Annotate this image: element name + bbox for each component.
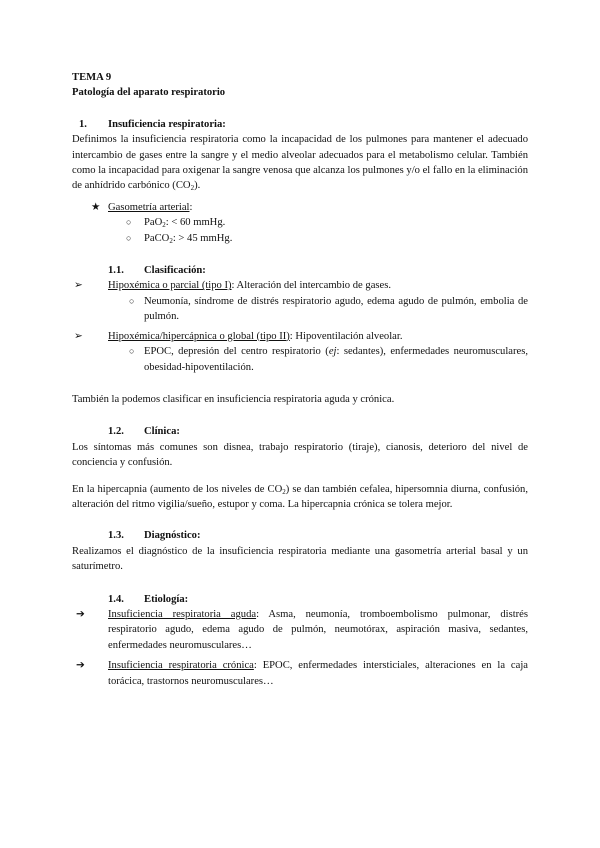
pao2-value: : < 60 mmHg. [165, 217, 226, 229]
list-item-tipo-1-causes [72, 294, 528, 325]
tipo-1-causes-text: Neumonía, síndrome de distrés respiratorio agudo, edema agudo de pulmón, embolia de pulmón. [144, 295, 528, 323]
classification-closing: También la podemos clasificar en insuficiencia respiratoria aguda y crónica. [72, 393, 395, 405]
subscript: 2 [190, 184, 195, 193]
tipo-1-label: Hipoxémica o parcial (tipo I) [108, 280, 232, 292]
arrow-icon: ➔ [76, 608, 85, 620]
section-title: Clasificación: [144, 265, 206, 277]
star-icon: ★ [91, 201, 101, 213]
tipo-1-text: : Alteración del intercambio de gases. [231, 280, 391, 292]
circle-bullet-icon: ○ [129, 346, 135, 357]
subscript: 2 [169, 236, 173, 245]
tipo-2-causes-text: EPOC, depresión del centro respiratorio ( [144, 346, 329, 358]
section-title: Clínica: [144, 426, 180, 438]
section-1-1-heading [72, 263, 528, 278]
diagnostico-paragraph: Realizamos el diagnóstico de la insuficiencia respiratoria mediante una gasometría arterial basal y un saturímetro. [72, 545, 528, 573]
list-item-paco2 [72, 231, 528, 246]
list-item-aguda [72, 607, 528, 653]
paragraph-text: Definimos la insuficiencia respiratoria como la incapacidad de los pulmones para mantener el adecuado intercambio de gases entre la sangre y el medio alveolar adecuados para el metabolismo celular. También como la incapacidad para oxigenar la sangre venosa que alcanza los pulmones y/o el fallo en la eliminación de anhídrido carbónico (CO [72, 134, 528, 192]
tipo-2-causes-text-end: : sedantes), enfermedades neuromusculares, obesidad-hipoventilación. [144, 346, 528, 373]
aguda-text: : Asma, neumonía, tromboembolismo pulmonar, distrés respiratorio agudo, edema agudo de pulmón, neumotórax, aspiración masiva, sedantes, enfermedades neuromusculares… [108, 608, 528, 651]
section-number: 1.3. [108, 530, 124, 542]
list-item-cronica [72, 658, 528, 689]
paragraph-text-end: ). [194, 180, 201, 192]
paragraph-text-end: ) se dan también cefalea, hipersomnia diurna, confusión, alteración del ritmo vigilia/sueño, estupor y coma. La hipercapnia crónica se tolera mejor. [72, 483, 529, 510]
circle-bullet-icon: ○ [126, 232, 132, 243]
paco2-label: PaCO [144, 232, 170, 244]
tipo-2-text: : Hipoventilación alveolar. [289, 330, 403, 342]
pao2-label: PaO [144, 217, 163, 229]
subscript: 2 [162, 221, 166, 230]
section-number: 1.2. [108, 426, 124, 438]
tema-title: TEMA 9 [72, 72, 112, 83]
subscript: 2 [282, 487, 286, 496]
paco2-value: : > 45 mmHg. [172, 232, 233, 244]
ej-abbrev: ej [328, 346, 337, 358]
list-item-gasometria [72, 200, 528, 215]
section-title: Insuficiencia respiratoria: [108, 118, 226, 130]
tipo-2-label: Hipoxémica/hipercápnica o global (tipo II) [108, 330, 290, 342]
gasometria-label: Gasometría arterial [108, 201, 190, 213]
list-item-tipo-2 [72, 329, 528, 344]
list-item-tipo-1 [72, 278, 528, 293]
section-1-3-heading [72, 528, 528, 543]
definition-paragraph [72, 132, 528, 194]
document-page [72, 70, 528, 689]
section-title: Diagnóstico: [144, 530, 201, 542]
circle-bullet-icon: ○ [126, 217, 132, 228]
list-item-tipo-2-causes [72, 344, 528, 375]
section-number: 1.4. [108, 593, 124, 605]
colon: : [189, 201, 193, 213]
section-1-heading [72, 117, 528, 132]
section-title: Etiología: [144, 593, 189, 605]
aguda-label: Insuficiencia respiratoria aguda [108, 608, 257, 620]
circle-bullet-icon: ○ [129, 295, 135, 306]
arrowhead-icon: ➢ [74, 330, 83, 342]
section-1-2-heading [72, 424, 528, 439]
clinica-paragraph-1: Los síntomas más comunes son disnea, trabajo respiratorio (tiraje), cianosis, deterioro del nivel de conciencia y confusión. [72, 441, 528, 469]
clinica-paragraph-2 [72, 482, 528, 513]
document-subtitle: Patología del aparato respiratorio [72, 87, 226, 99]
cronica-text: : EPOC, enfermedades intersticiales, alteraciones en la caja torácica, trastornos neuromusculares… [108, 660, 528, 687]
list-item-pao2 [72, 215, 528, 230]
cronica-label: Insuficiencia respiratoria crónica [108, 660, 254, 672]
section-number: 1.1. [108, 265, 124, 277]
arrowhead-icon: ➢ [74, 280, 83, 292]
arrow-icon: ➔ [76, 660, 85, 672]
paragraph-text: En la hipercapnia (aumento de los niveles de CO [72, 483, 283, 495]
section-number: 1. [79, 118, 87, 130]
section-1-4-heading [72, 592, 528, 607]
